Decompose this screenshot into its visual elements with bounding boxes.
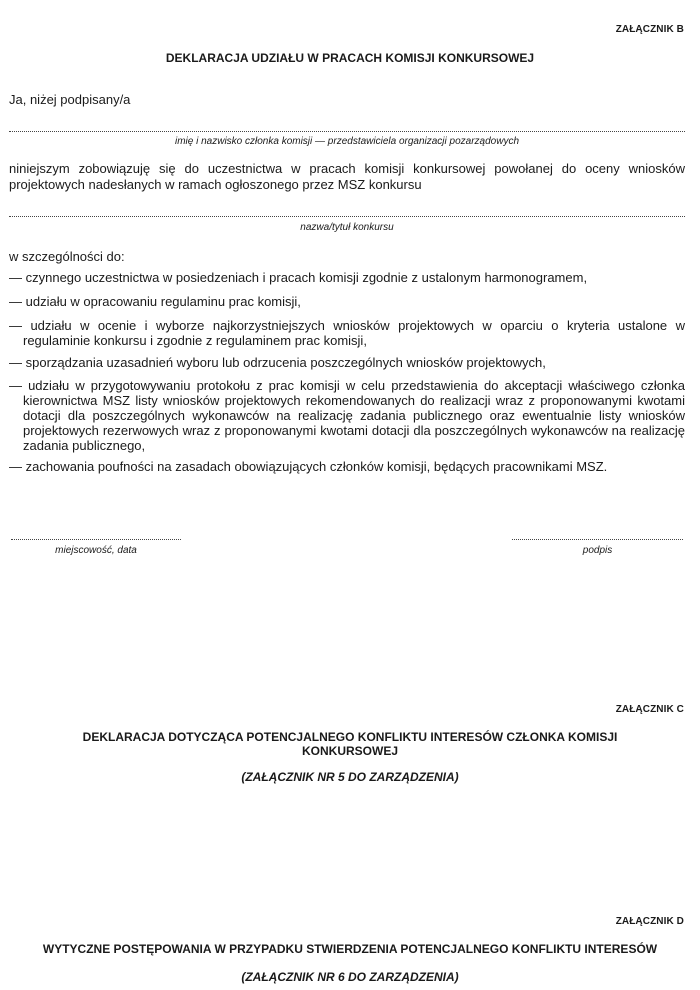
contest-fill-line[interactable] [9,216,685,217]
list-item: — zachowania poufności na zasadach obowiązujących członków komisji, będących pracownikami MSZ. [9,459,608,474]
list-item: — sporządzania uzasadnień wyboru lub odrzucenia poszczególnych wniosków projektowych, [9,355,546,370]
list-item: — udziału w opracowaniu regulaminu prac komisji, [9,294,301,309]
intro-text: Ja, niżej podpisany/a [9,92,131,107]
annex-c-subtitle: (ZAŁĄCZNIK NR 5 DO ZARZĄDZENIA) [241,770,459,784]
particular-text: w szczególności do: [9,249,125,264]
name-caption: imię i nazwisko członka komisji — przedstawiciela organizacji pozarządowych [174,136,520,147]
annex-d-subtitle: (ZAŁĄCZNIK NR 6 DO ZARZĄDZENIA) [241,970,459,984]
annex-b-label: ZAŁĄCZNIK B [615,24,684,35]
signature-fill-line[interactable] [512,539,683,540]
annex-c-label: ZAŁĄCZNIK C [615,704,684,715]
annex-d-label: ZAŁĄCZNIK D [615,916,684,927]
list-item: — udziału w ocenie i wyborze najkorzystniejszych wniosków projektowych w oparciu o kryteria ustalone w regulaminie konkursu i zgodnie z regulaminem prac komisji, [9,318,685,348]
annex-b-title: DEKLARACJA UDZIAŁU W PRACACH KOMISJI KONKURSOWEJ [165,51,535,65]
annex-d-title: WYTYCZNE POSTĘPOWANIA W PRZYPADKU STWIERDZENIA POTENCJALNEGO KONFLIKTU INTERESÓW [42,942,658,956]
annex-c-title-line2: KONKURSOWEJ [301,744,398,758]
place-date-fill-line[interactable] [11,539,181,540]
place-date-caption: miejscowość, data [55,545,137,556]
name-fill-line[interactable] [9,131,685,132]
commitment-text: niniejszym zobowiązuję się do uczestnictwa w pracach komisji konkursowej powołanej do oceny wniosków projektowych nadesłanych w ramach ogłoszonego przez MSZ konkursu [9,161,685,192]
list-item: — czynnego uczestnictwa w posiedzeniach i pracach komisji zgodnie z ustalonym harmonogramem, [9,270,588,285]
contest-caption: nazwa/tytuł konkursu [300,222,394,233]
signature-caption: podpis [582,545,613,556]
annex-c-title-line1: DEKLARACJA DOTYCZĄCA POTENCJALNEGO KONFLIKTU INTERESÓW CZŁONKA KOMISJI [82,730,618,744]
list-item: — udziału w przygotowywaniu protokołu z prac komisji w celu przedstawienia do akceptacji właściwego członka kierownictwa MSZ listy wniosków projektowych rekomendowanych do realizacji wraz z proponowanymi kwotami dotacji dla poszczególnych wykonawców na realizację zadania publicznego oraz ewentualnie listy wniosków projektowych rezerwowych wraz z proponowanymi kwotami dotacji dla poszczególnych wykonawców na realizację zadania publicznego, [9,378,685,453]
